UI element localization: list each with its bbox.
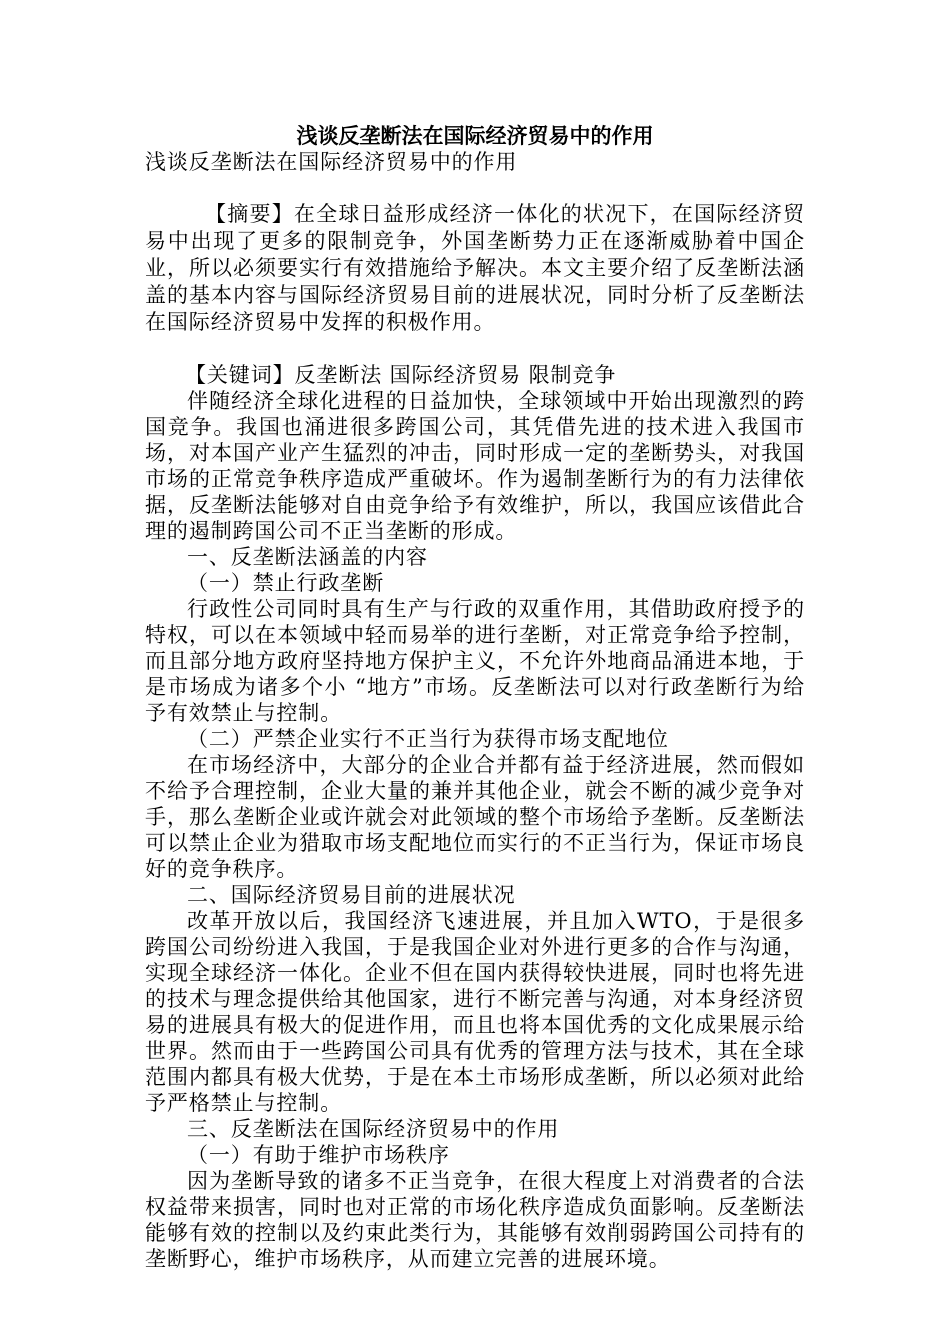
- abstract-paragraph: 【摘要】在全球日益形成经济一体化的状况下，在国际经济贸易中出现了更多的限制竞争，外国垄断势力正在逐渐威胁着中国企业，所以必须要实行有效措施给予解决。本文主要介绍了反垄断法涵盖的基本内容与国际经济贸易目前的进展状况，同时分析了反垄断法在国际经济贸易中发挥的积极作用。: [145, 202, 805, 334]
- section-1-sub-2-paragraph: 在市场经济中，大部分的企业合并都有益于经济进展，然而假如不给予合理控制，企业大量的兼并其他企业，就会不断的减少竞争对手，那么垄断企业或许就会对此领域的整个市场给予垄断。反垄断法可以禁止企业为猎取市场支配地位而实行的不正当行为，保证市场良好的竞争秩序。: [145, 753, 805, 881]
- section-heading-2: 二、国际经济贸易目前的进展状况: [187, 883, 516, 907]
- section-1-subheading-1: （一）禁止行政垄断: [187, 571, 385, 595]
- intro-paragraph: 伴随经济全球化进程的日益加快，全球领域中开始出现激烈的跨国竞争。我国也涌进很多跨国公司，其凭借先进的技术进入我国市场，对本国产业产生猛烈的冲击，同时形成一定的垄断势头，对我国市场的正常竞争秩序造成严重破坏。作为遏制垄断行为的有力法律依据，反垄断法能够对自由竞争给予有效维护，所以，我国应该借此合理的遏制跨国公司不正当垄断的形成。: [145, 389, 805, 543]
- document-body: [145, 149, 805, 1272]
- document-title: 浅谈反垄断法在国际经济贸易中的作用: [296, 123, 654, 148]
- section-heading-3: 三、反垄断法在国际经济贸易中的作用: [187, 1117, 560, 1141]
- keywords-line: 【关键词】反垄断法 国际经济贸易 限制竞争: [185, 363, 617, 387]
- section-3-sub-1-paragraph: 因为垄断导致的诸多不正当竞争，在很大程度上对消费者的合法权益带来损害，同时也对正常的市场化秩序造成负面影响。反垄断法能够有效的控制以及约束此类行为，其能够有效削弱跨国公司持有的垄断野心，维护市场秩序，从而建立完善的进展环境。: [145, 1169, 805, 1271]
- section-3-subheading-1: （一）有助于维护市场秩序: [187, 1143, 450, 1167]
- section-1-sub-1-paragraph: 行政性公司同时具有生产与行政的双重作用，其借助政府授予的特权，可以在本领域中轻而易举的进行垄断，对正常竞争给予控制，而且部分地方政府坚持地方保护主义，不允许外地商品涌进本地，于是市场成为诸多个小 “地方”市场。反垄断法可以对行政垄断行为给予有效禁止与控制。: [145, 597, 805, 725]
- section-heading-1: 一、反垄断法涵盖的内容: [187, 545, 428, 569]
- section-1-subheading-2: （二）严禁企业实行不正当行为获得市场支配地位: [187, 727, 669, 751]
- section-2-paragraph: 改革开放以后，我国经济飞速进展，并且加入WTO，于是很多跨国公司纷纷进入我国，于是我国企业对外进行更多的合作与沟通，实现全球经济一体化。企业不但在国内获得较快进展，同时也将先进的技术与理念提供给其他国家，进行不断完善与沟通，对本身经济贸易的进展具有极大的促进作用，而且也将本国优秀的文化成果展示给世界。然而由于一些跨国公司具有优秀的管理方法与技术，其在全球范围内都具有极大优势，于是在本土市场形成垄断，所以必须对此给予严格禁止与控制。: [145, 909, 805, 1115]
- document-subtitle: 浅谈反垄断法在国际经济贸易中的作用: [145, 150, 518, 174]
